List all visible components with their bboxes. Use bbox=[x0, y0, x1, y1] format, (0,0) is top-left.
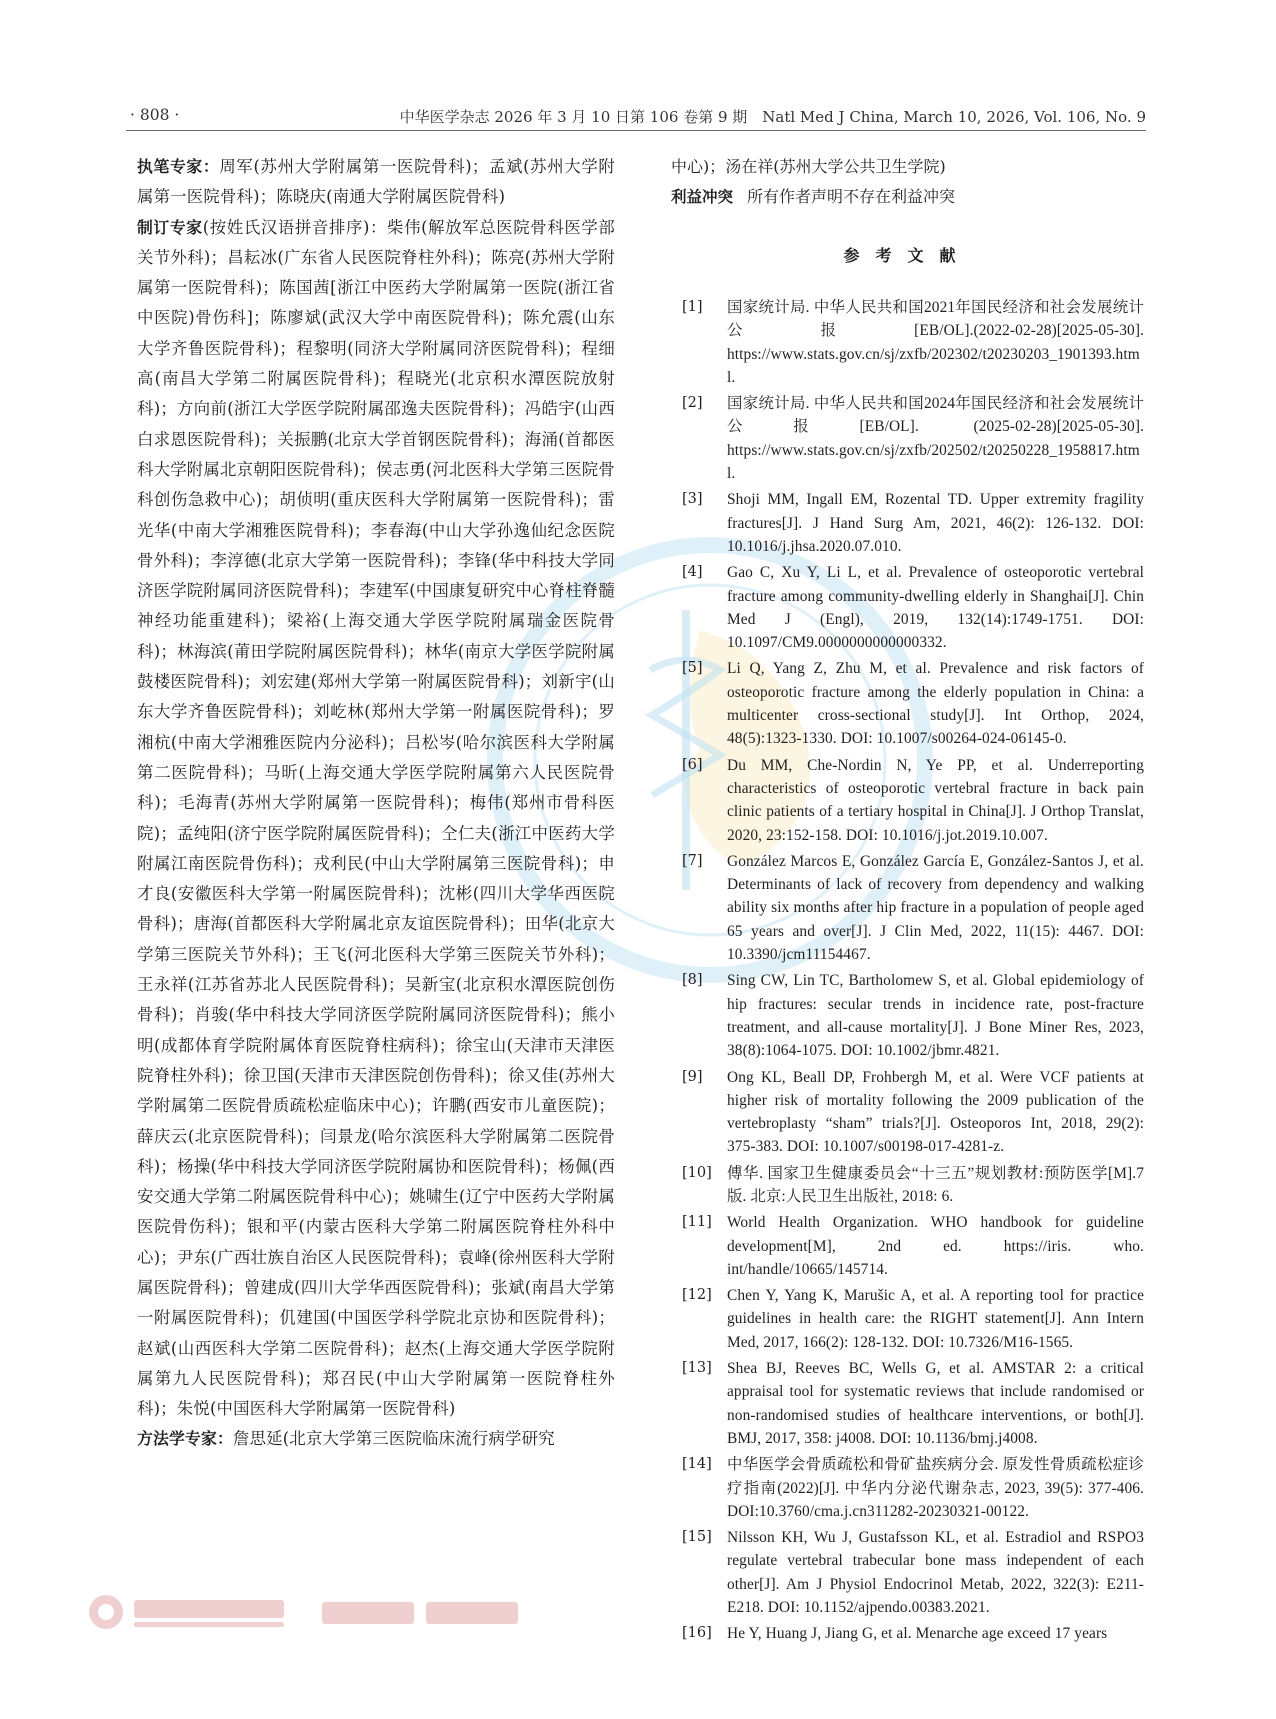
writers-paragraph bbox=[137, 152, 615, 213]
reference-number: [16] bbox=[682, 1625, 712, 1642]
reference-text: Chen Y, Yang K, Marušic A, et al. A reporting tool for practice guidelines in health care: the RIGHT statement[J]. Ann Intern Med, 2017, 166(2): 128-132. DOI: 10.7326/M16-1565. bbox=[727, 1287, 1144, 1351]
reference-text: Shea BJ, Reeves BC, Wells G, et al. AMSTAR 2: a critical appraisal tool for systematic reviews that include randomised or non-randomised studies of healthcare interventions, or both[J]. BMJ, 2017, 358: j4008. DOI: 10.1136/bmj.j4008. bbox=[727, 1360, 1144, 1447]
running-header bbox=[126, 100, 1146, 131]
reference-entry bbox=[671, 1162, 1144, 1209]
journal-citation: 中华医学杂志 2026 年 3 月 10 日第 106 卷第 9 期 Natl Med J China, March 10, 2026, Vol. 106, No. 9 bbox=[399, 108, 1146, 126]
reference-text: He Y, Huang J, Jiang G, et al. Menarche age exceed 17 years bbox=[727, 1625, 1108, 1643]
reference-entry bbox=[671, 1357, 1144, 1450]
reference-text: Ong KL, Beall DP, Frohbergh M, et al. Were VCF patients at higher risk of mortality following the 2009 publication of the vertebroplasty “sham” trials?[J]. Osteoporos Int, 2018, 29(2): 375-383. DOI: 10.1007/s00198-017-4281-z. bbox=[727, 1068, 1144, 1156]
reference-number: [1] bbox=[682, 299, 703, 315]
reference-entry bbox=[671, 969, 1144, 1062]
writers-list: 周军(苏州大学附属第一医院骨科)；孟斌(苏州大学附属第一医院骨科)；陈晓庆(南通大学附属医院骨科) bbox=[137, 157, 615, 207]
publisher-logo-watermark bbox=[86, 1590, 566, 1634]
reference-entry bbox=[671, 1066, 1144, 1159]
methods-list: 詹思延(北京大学第三医院临床流行病学研究 bbox=[232, 1429, 555, 1449]
reference-text: 国家统计局. 中华人民共和国2021年国民经济和社会发展统计公报[EB/OL].(2022-02-28)[2025-05-30]. https://www.stats.gov.cn/sj/zxfb/202302/t20230203_1901393.html. bbox=[727, 299, 1144, 386]
reference-number: [14] bbox=[682, 1456, 712, 1473]
reference-entry bbox=[671, 754, 1144, 847]
revisers-paragraph bbox=[137, 213, 615, 1425]
reference-entry bbox=[671, 1526, 1144, 1619]
reference-entry bbox=[671, 850, 1144, 966]
methods-continuation: 中心)；汤在祥(苏州大学公共卫生学院) bbox=[671, 157, 946, 176]
reference-text: 国家统计局. 中华人民共和国2024年国民经济和社会发展统计公报[EB/OL]. (2025-02-28)[2025-05-30]. https://www.stats.gov.cn/sj/zxfb/202502/t20250228_1958817.html. bbox=[727, 395, 1144, 483]
reference-number: [2] bbox=[682, 395, 703, 412]
reference-entry bbox=[671, 488, 1144, 558]
reference-text: Li Q, Yang Z, Zhu M, et al. Prevalence and risk factors of osteoporotic fracture among the elderly population in China: a multicenter cross-sectional study[J]. Int Orthop, 2024, 48(5):1323-1330. DOI: 10.1007/s00264-024-06145-0. bbox=[727, 660, 1144, 748]
reference-text: 傅华. 国家卫生健康委员会“十三五”规划教材:预防医学[M].7版. 北京:人民卫生出版社, 2018: 6. bbox=[727, 1164, 1144, 1205]
conflict-label: 利益冲突 bbox=[671, 188, 734, 206]
contributors-column bbox=[137, 152, 615, 1455]
reference-number: [11] bbox=[682, 1214, 712, 1231]
conflict-text: 所有作者声明不存在利益冲突 bbox=[747, 187, 956, 206]
reference-text: World Health Organization. WHO handbook for guideline development[M], 2nd ed. https://iris. who. int/handle/10665/145714. bbox=[727, 1214, 1144, 1278]
reference-text: Shoji MM, Ingall EM, Rozental TD. Upper extremity fragility fractures[J]. J Hand Surg Am, 2021, 46(2): 126-132. DOI: 10.1016/j.jhsa.2020.07.010. bbox=[727, 491, 1144, 555]
reference-entry bbox=[671, 1284, 1144, 1354]
reference-text: Sing CW, Lin TC, Bartholomew S, et al. Global epidemiology of hip fractures: secular trends in incidence rate, post-fracture treatment, and all-cause mortality[J]. J Bone Miner Res, 2023, 38(8):1064-1075. DOI: 10.1002/jbmr.4821. bbox=[727, 972, 1144, 1060]
reference-number: [8] bbox=[682, 972, 703, 989]
reference-number: [13] bbox=[682, 1360, 712, 1377]
methods-paragraph bbox=[137, 1424, 615, 1454]
reference-number: [10] bbox=[682, 1164, 712, 1181]
revisers-list: (按姓氏汉语拼音排序)：柴伟(解放军总医院骨科医学部关节外科)；昌耘冰(广东省人民医院脊柱外科)；陈亮(苏州大学附属第一医院骨科)；陈国茜[浙江中医药大学附属第一医院(浙江省中医院)骨伤科]；陈廖斌(武汉大学中南医院骨科)；陈允震(山东大学齐鲁医院骨科)；程黎明(同济大学附属同济医院骨科)；程细高(南昌大学第二附属医院骨科)；程晓光(北京积水潭医院放射科)；方向前(浙江大学医学院附属邵逸夫医院骨科)；冯皓宇(山西白求恩医院骨科)；关振鹏(北京大学首钢医院骨科)；海涌(首都医科大学附属北京朝阳医院骨科)；侯志勇(河北医科大学第三医院骨科创伤急救中心)；胡侦明(重庆医科大学附属第一医院骨科)；雷光华(中南大学湘雅医院骨科)；李春海(中山大学孙逸仙纪念医院骨外科)；李淳德(北京大学第一医院骨科)；李锋(华中科技大学同济医学院附属同济医院骨科)；李建军(中国康复研究中心脊柱脊髓神经功能重建科)；梁裕(上海交通大学医学院附属瑞金医院骨科)；林海滨(莆田学院附属医院骨科)；林华(南京大学医学院附属鼓楼医院骨科)；刘宏建(郑州大学第一附属医院骨科)；刘新宇(山东大学齐鲁医院骨科)；刘屹林(郑州大学第一附属医院骨科)；罗湘杭(中南大学湘雅医院内分泌科)；吕松岑(哈尔滨医科大学附属第二医院骨科)；马昕(上海交通大学医学院附属第六人民医院骨科)；毛海青(苏州大学附属第一医院骨科)；梅伟(郑州市骨科医院)；孟纯阳(济宁医学院附属医院骨科)；仝仁夫(浙江中医药大学附属江南医院骨伤科)；戎利民(中山大学附属第三医院骨科)；申才良(安徽医科大学第一附属医院骨科)；沈彬(四川大学华西医院骨科)；唐海(首都医科大学附属北京友谊医院骨科)；田华(北京大学第三医院关节外科)；王飞(河北医科大学第三医院关节外科)；王永祥(江苏省苏北人民医院骨科)；吴新宝(北京积水潭医院创伤骨科)；肖骏(华中科技大学同济医学院附属同济医院骨科)；熊小明(成都体育学院附属体育医院脊柱病科)；徐宝山(天津市天津医院脊柱外科)；徐卫国(天津市天津医院创伤骨科)；徐又佳(苏州大学附属第二医院骨质疏松症临床中心)；许鹏(西安市儿童医院)；薛庆云(北京医院骨科)；闫景龙(哈尔滨医科大学附属第二医院骨科)；杨操(华中科技大学同济医学院附属协和医院骨科)；杨佩(西安交通大学第二附属医院骨科中心)；姚啸生(辽宁中医药大学附属医院骨伤科)；银和平(内蒙古医科大学第二附属医院脊柱外科中心)；尹东(广西壮族自治区人民医院骨科)；袁峰(徐州医科大学附属医院骨科)；曾建成(四川大学华西医院骨科)；张斌(南昌大学第一附属医院骨科)；仉建国(中国医学科学院北京协和医院骨科)；赵斌(山西医科大学第二医院骨科)；赵杰(上海交通大学医学院附属第九人民医院骨科)；郑召民(中山大学附属第一医院脊柱外科)；朱悦(中国医科大学附属第一医院骨科) bbox=[137, 217, 615, 1419]
writers-label: 执笔专家： bbox=[137, 157, 220, 176]
page-number: · 808 · bbox=[130, 106, 180, 124]
conflict-statement bbox=[671, 182, 1144, 212]
reference-entry bbox=[671, 392, 1144, 485]
reference-entry bbox=[671, 296, 1144, 389]
revisers-label: 制订专家 bbox=[137, 217, 203, 237]
reference-text: González Marcos E, González García E, González-Santos J, et al. Determinants of lack of recovery from dependency and walking ability six months after hip fracture in a population of people aged 65 years and over[J]. J Clin Med, 2022, 11(15): 4467. DOI: 10.3390/jcm11154467. bbox=[727, 852, 1144, 964]
methods-label: 方法学专家： bbox=[137, 1429, 233, 1449]
reference-number: [6] bbox=[682, 756, 703, 773]
reference-entry bbox=[671, 1453, 1144, 1523]
reference-number: [15] bbox=[682, 1529, 712, 1546]
reference-number: [12] bbox=[682, 1287, 712, 1304]
reference-entry bbox=[671, 1622, 1144, 1645]
reference-number: [7] bbox=[682, 852, 703, 869]
reference-number: [9] bbox=[682, 1068, 703, 1085]
reference-list bbox=[671, 296, 1144, 1646]
reference-text: Gao C, Xu Y, Li L, et al. Prevalence of osteoporotic vertebral fracture among community-dwelling elderly in Shanghai[J]. Chin Med J (Engl), 2019, 132(14):1749-1751. DOI: 10.1097/CM9.0000000000000332. bbox=[727, 564, 1144, 652]
reference-entry bbox=[671, 561, 1144, 654]
reference-entry bbox=[671, 1211, 1144, 1281]
reference-text: 中华医学会骨质疏松和骨矿盐疾病分会. 原发性骨质疏松症诊疗指南(2022)[J]. 中华内分泌代谢杂志, 2023, 39(5): 377-406. DOI:10.3760/cma.j.cn311282-20230321-00122. bbox=[727, 1456, 1144, 1520]
references-heading: 参考文献 bbox=[843, 246, 972, 265]
reference-text: Nilsson KH, Wu J, Gustafsson KL, et al. Estradiol and RSPO3 regulate vertebral trabecular bone mass independent of each other[J]. Am J Physiol Endocrinol Metab, 2022, 322(3): E211-E218. DOI: 10.1152/ajpendo.00383.2021. bbox=[727, 1529, 1144, 1617]
reference-number: [4] bbox=[682, 564, 703, 581]
reference-text: Du MM, Che-Nordin N, Ye PP, et al. Underreporting characteristics of osteoporotic vertebral fracture in back pain clinic patients of a tertiary hospital in China[J]. J Orthop Translat, 2020, 23:152-158. DOI: 10.1016/j.jot.2019.10.007. bbox=[727, 756, 1144, 844]
references-column bbox=[671, 152, 1144, 1649]
reference-number: [3] bbox=[682, 491, 703, 508]
reference-number: [5] bbox=[682, 660, 703, 677]
reference-entry bbox=[671, 657, 1144, 750]
